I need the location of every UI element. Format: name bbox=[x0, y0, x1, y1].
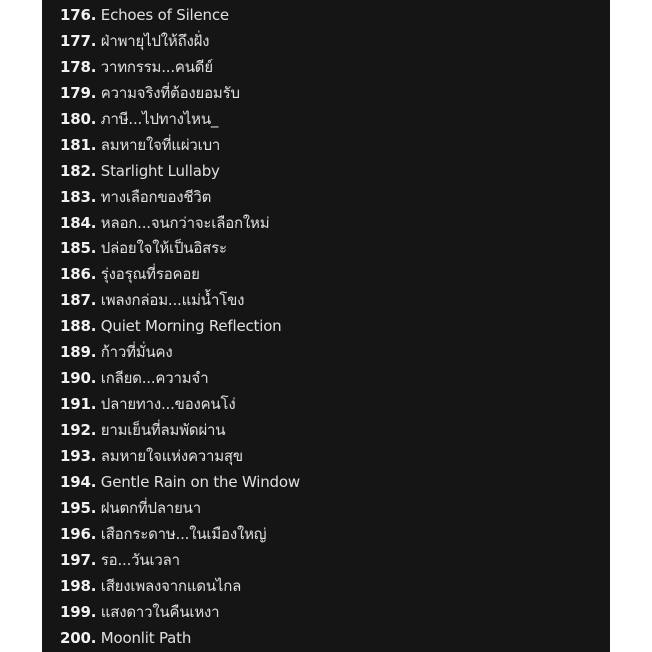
track-title: ปลายทาง...ของคนโง่ bbox=[100, 395, 236, 414]
list-item bbox=[60, 418, 610, 444]
list-item bbox=[60, 262, 610, 288]
list-item bbox=[60, 522, 610, 548]
track-number: 193. bbox=[60, 446, 97, 465]
track-title: Quiet Morning Reflection bbox=[100, 317, 282, 336]
track-number: 194. bbox=[60, 472, 97, 491]
track-title: ความจริงที่ต้องยอมรับ bbox=[100, 83, 240, 102]
list-item bbox=[60, 340, 610, 366]
track-title: ภาษี...ไปทางไหน_ bbox=[100, 109, 219, 128]
track-title: ลมหายใจแห่งความสุข bbox=[100, 446, 243, 465]
list-item bbox=[60, 600, 610, 626]
list-item bbox=[60, 288, 610, 314]
track-number: 181. bbox=[60, 135, 97, 154]
track-number: 191. bbox=[60, 395, 97, 414]
track-title: Starlight Lullaby bbox=[100, 161, 220, 180]
track-number: 197. bbox=[60, 550, 97, 569]
track-title: Gentle Rain on the Window bbox=[100, 472, 300, 491]
list-item bbox=[60, 133, 610, 159]
track-title: ลมหายใจที่แผ่วเบา bbox=[100, 135, 221, 154]
track-title: ฝ่าพายุไปให้ถึงฝั่ง bbox=[100, 31, 210, 50]
track-number: 190. bbox=[60, 369, 97, 388]
list-item bbox=[60, 626, 610, 652]
list-item bbox=[60, 81, 610, 107]
track-list bbox=[60, 3, 610, 651]
track-number: 178. bbox=[60, 57, 97, 76]
track-number: 185. bbox=[60, 239, 97, 258]
list-item bbox=[60, 55, 610, 81]
list-item bbox=[60, 574, 610, 600]
track-title: Echoes of Silence bbox=[100, 6, 229, 24]
list-item bbox=[60, 211, 610, 237]
list-item bbox=[60, 185, 610, 211]
track-title: แสงดาวในคืนเหงา bbox=[100, 602, 220, 621]
track-number: 199. bbox=[60, 602, 97, 621]
track-title: ยามเย็นที่ลมพัดผ่าน bbox=[100, 421, 226, 439]
list-item bbox=[60, 470, 610, 496]
track-title: Moonlit Path bbox=[100, 628, 192, 647]
track-title: รุ่งอรุณที่รอคอย bbox=[100, 265, 200, 284]
list-item bbox=[60, 548, 610, 574]
track-title: เพลงกล่อม...แม่น้ำโขง bbox=[100, 291, 245, 310]
track-title: เสียงเพลงจากแดนไกล bbox=[100, 576, 242, 595]
list-item bbox=[60, 236, 610, 262]
list-item bbox=[60, 496, 610, 522]
track-title: ทางเลือกของชีวิต bbox=[100, 187, 212, 206]
track-title: เสือกระดาษ...ในเมืองใหญ่ bbox=[100, 524, 267, 543]
track-number: 182. bbox=[60, 161, 97, 180]
list-item bbox=[60, 29, 610, 55]
track-number: 186. bbox=[60, 265, 97, 284]
track-number: 184. bbox=[60, 213, 97, 232]
track-title: ก้าวที่มั่นคง bbox=[100, 343, 173, 362]
track-number: 179. bbox=[60, 83, 97, 102]
list-item bbox=[60, 3, 610, 29]
track-number: 187. bbox=[60, 291, 97, 310]
track-list-panel bbox=[42, 0, 610, 652]
track-number: 196. bbox=[60, 524, 97, 543]
list-item bbox=[60, 444, 610, 470]
track-title: ปล่อยใจให้เป็นอิสระ bbox=[100, 239, 227, 258]
track-number: 200. bbox=[60, 628, 97, 647]
list-item bbox=[60, 392, 610, 418]
track-title: หลอก...จนกว่าจะเลือกใหม่ bbox=[100, 213, 270, 232]
track-number: 189. bbox=[60, 343, 97, 362]
track-number: 180. bbox=[60, 109, 97, 128]
track-number: 198. bbox=[60, 576, 97, 595]
list-item bbox=[60, 314, 610, 340]
list-item bbox=[60, 159, 610, 185]
track-number: 183. bbox=[60, 187, 97, 206]
list-item bbox=[60, 107, 610, 133]
track-title: วาทกรรม...คนดีย์ bbox=[100, 57, 213, 76]
track-number: 177. bbox=[60, 31, 97, 50]
track-title: เกลียด...ความจำ bbox=[100, 369, 209, 388]
track-title: รอ...วันเวลา bbox=[100, 550, 180, 569]
list-item bbox=[60, 366, 610, 392]
track-number: 176. bbox=[60, 6, 97, 24]
track-number: 188. bbox=[60, 317, 97, 336]
track-title: ฝนตกที่ปลายนา bbox=[100, 498, 201, 517]
track-number: 192. bbox=[60, 421, 97, 439]
track-number: 195. bbox=[60, 498, 97, 517]
